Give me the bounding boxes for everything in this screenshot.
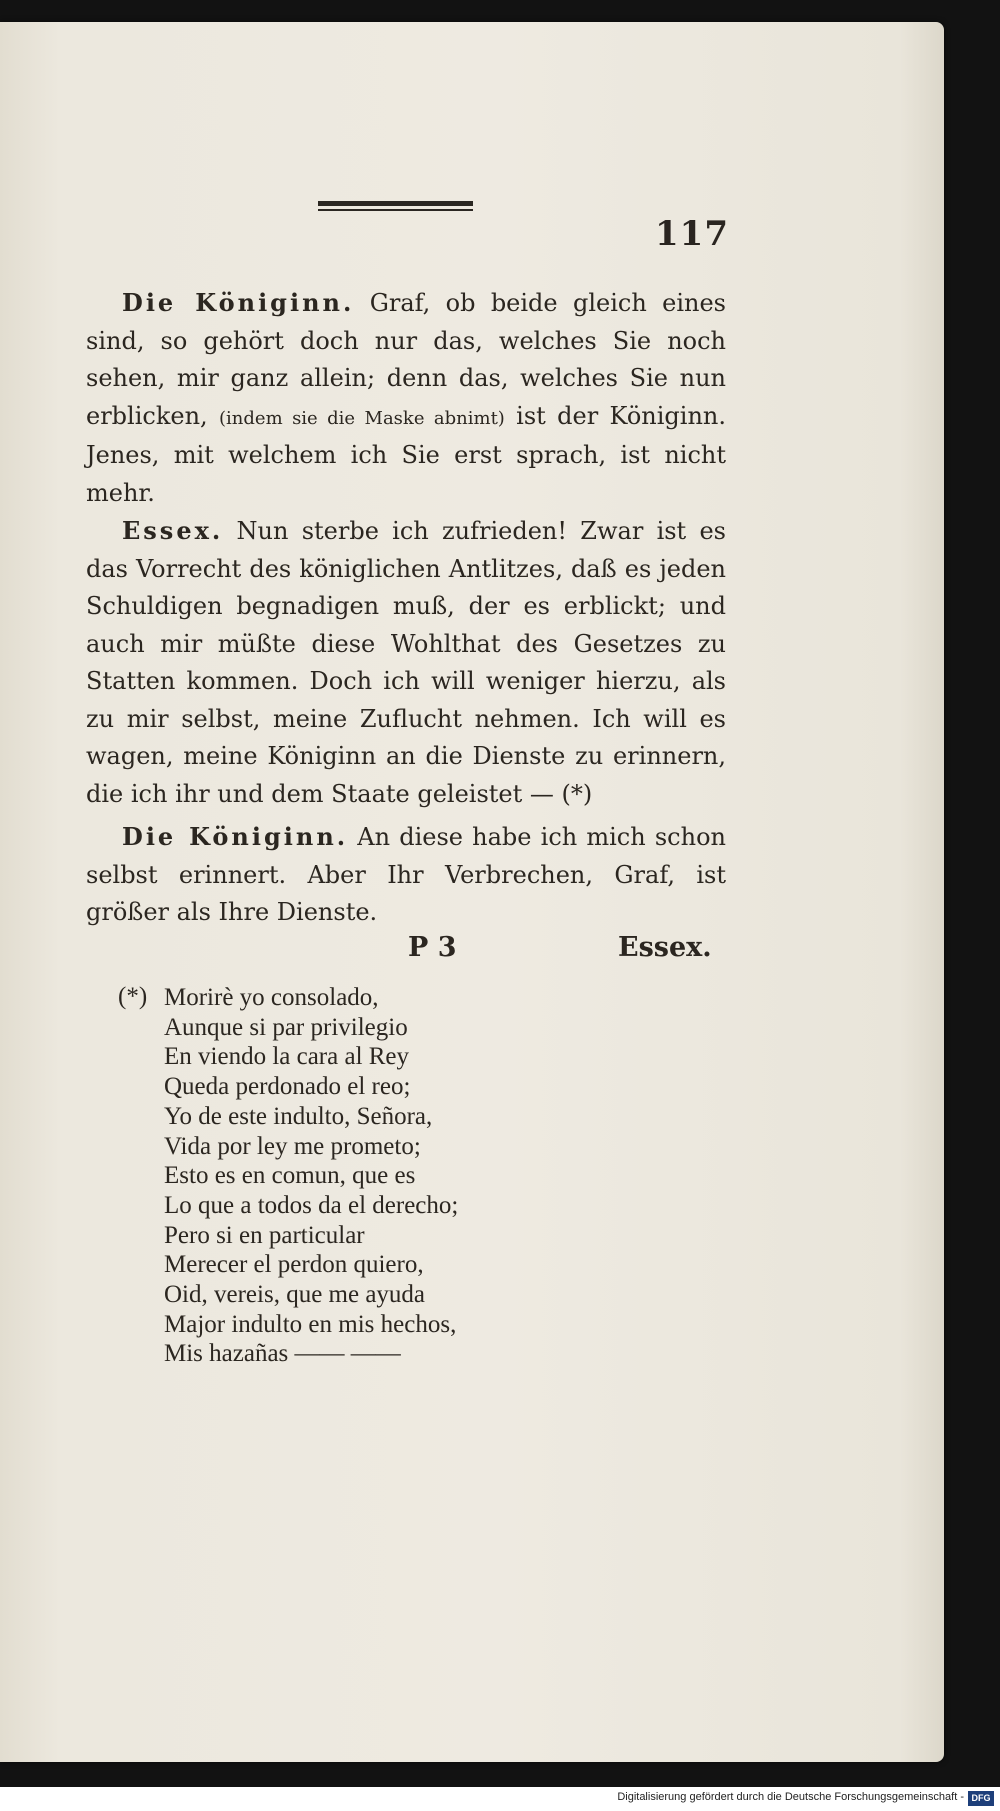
verse-line: Aunque si par privilegio: [164, 1013, 408, 1041]
verse-line: Esto es en comun, que es: [164, 1162, 416, 1190]
header-rule: [318, 197, 473, 213]
funding-credit: Digitalisierung gefördert durch die Deutsche Forschungsgemeinschaft -: [617, 1791, 964, 1803]
book-page: [0, 22, 944, 1762]
paragraph-text: ist der Königinn. Jenes, mit welchem ich Sie erst sprach, ist nicht mehr.: [86, 401, 726, 507]
header-rule-thin: [318, 209, 473, 211]
verse-line: Pero si en particular: [164, 1221, 365, 1249]
header-rule-thick: [318, 201, 473, 206]
paragraph-queen-1: [86, 284, 726, 512]
verse-line: Mis hazañas —— ——: [164, 1340, 401, 1368]
verse-line: Queda perdonado el reo;: [164, 1073, 411, 1101]
sheet-signature: P 3: [408, 932, 457, 963]
footer-bar: [0, 1787, 1000, 1811]
speaker-name: Essex.: [122, 516, 224, 545]
catchword: Essex.: [618, 932, 712, 963]
verse-line: En viendo la cara al Rey: [164, 1043, 410, 1071]
speaker-name: Die Königinn.: [122, 822, 349, 851]
verse-line: Morirè yo consolado,: [164, 984, 379, 1011]
footnote-marker: (*): [118, 983, 148, 1010]
paragraph-text: An diese habe ich mich schon selbst erinnert. Aber Ihr Verbrechen, Graf, ist größer als Ihre Dienste.: [86, 823, 726, 926]
verse-line: Merecer el perdon quiero,: [164, 1251, 424, 1279]
stage-direction: (indem sie die Maske abnimt): [219, 407, 505, 429]
verse-line: Yo de este indulto, Señora,: [164, 1102, 433, 1130]
paragraph-text: Nun sterbe ich zufrieden! Zwar ist es das Vorrecht des königlichen Antlitzes, daß es jeden Schuldigen begnadigen muß, der es erblickt; und auch mir müßte diese Wohlthat des Gesetzes zu Statten kommen. Doch ich will weniger hierzu, als zu mir selbst, meine Zuflucht nehmen. Ich will es wagen, meine Königinn an die Dienste zu erinnern, die ich ihr und dem Staate geleistet — (*): [86, 517, 726, 808]
verse-line: Oid, vereis, que me ayuda: [164, 1281, 426, 1309]
paragraph-essex: [86, 512, 726, 813]
verse-line: Lo que a todos da el derecho;: [164, 1191, 459, 1219]
paragraph-text: Graf, ob beide gleich eines sind, so gehört doch nur das, welches Sie noch sehen, mir ganz allein; denn das, welches Sie nun erblicken,: [86, 289, 726, 430]
speaker-name: Die Königinn.: [122, 288, 355, 317]
page-number: 117: [655, 214, 729, 254]
verse-line: Vida por ley me prometo;: [164, 1132, 421, 1160]
verse-line: Major indulto en mis hechos,: [164, 1310, 457, 1338]
paragraph-queen-2: [86, 818, 726, 932]
footnote-verse: [164, 983, 458, 1369]
dfg-logo-icon: DFG: [968, 1791, 994, 1806]
